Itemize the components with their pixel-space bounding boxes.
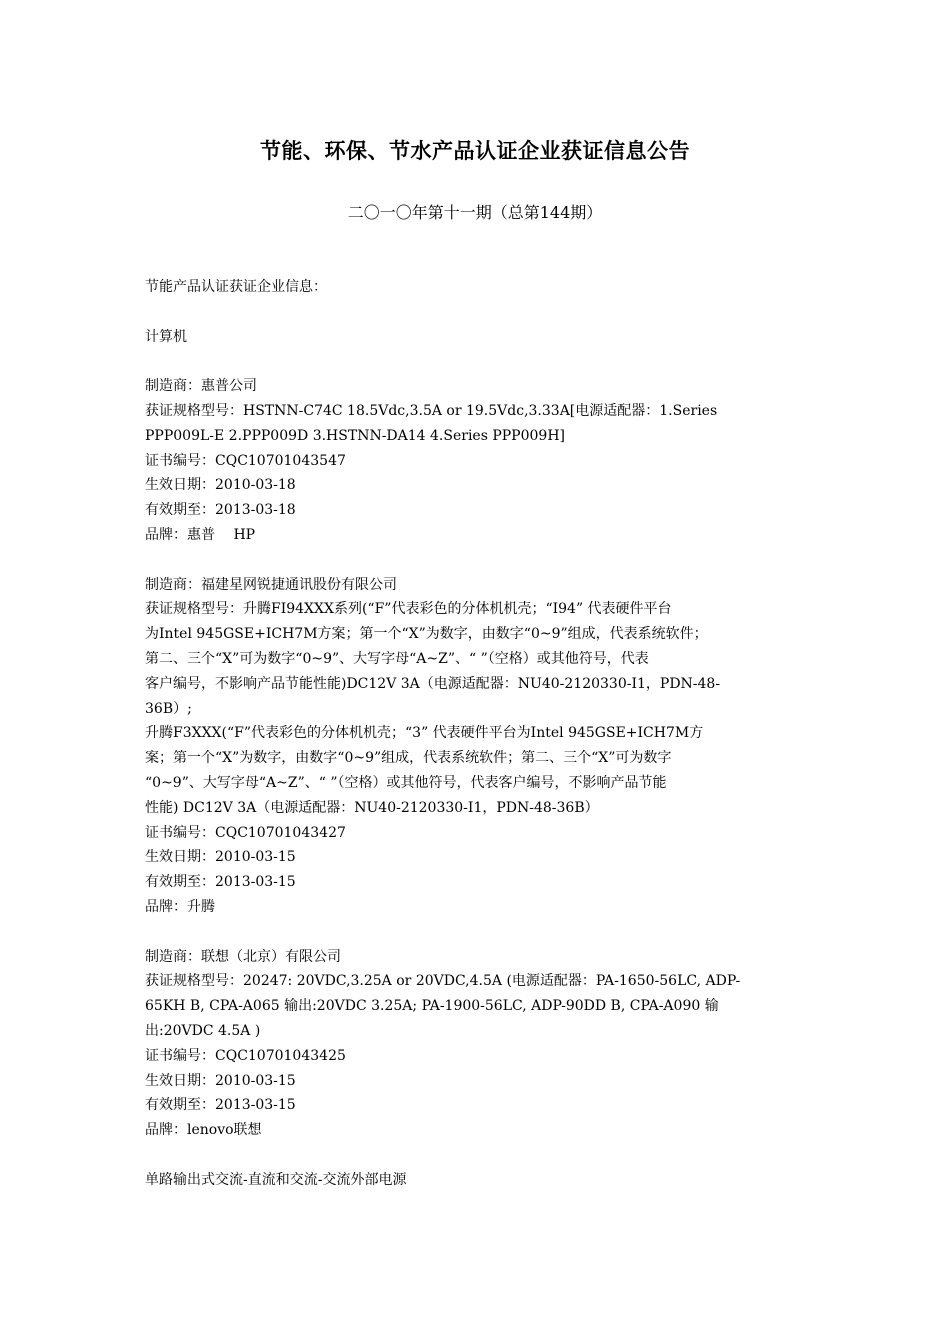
model-line: 案；第一个“X”为数字，由数字“0~9”组成，代表系统软件；第二、三个“X”可为数字 (145, 750, 672, 767)
certificate-number: 证书编号：CQC10701043427 (145, 824, 346, 841)
effective-date: 生效日期：2010-03-15 (145, 1072, 296, 1089)
model-line: 客户编号，不影响产品节能性能)DC12V 3A（电源适配器：NU40-2120330-I1，PDN-48- (145, 675, 721, 692)
model-line: 升腾F3XXX(“F”代表彩色的分体机机壳；“3” 代表硬件平台为Intel 945GSE+ICH7M方 (145, 725, 704, 742)
document-body (145, 275, 810, 1192)
model-line: 为Intel 945GSE+ICH7M方案；第一个“X”为数字，由数字“0~9”组成，代表系统软件； (145, 626, 708, 643)
spacer (145, 1143, 810, 1168)
section-heading: 节能产品认证获证企业信息： (145, 279, 327, 295)
model-line: 获证规格型号：升腾FI94XXX系列(“F”代表彩色的分体机机壳；“I94” 代表硬件平台 (145, 601, 672, 618)
brand: 品牌：升腾 (145, 898, 215, 915)
issue-number: 二〇一〇年第十一期（总第144期） (347, 203, 603, 222)
model-line: 性能) DC12V 3A（电源适配器：NU40-2120330-I1，PDN-48-36B） (145, 799, 599, 816)
spacer (145, 300, 810, 325)
valid-until-date: 有效期至：2013-03-18 (145, 502, 296, 519)
manufacturer: 制造商：联想（北京）有限公司 (145, 948, 341, 965)
model-line: 65KH B, CPA-A065 输出:20VDC 3.25A; PA-1900-56LC, ADP-90DD B, CPA-A090 输 (145, 998, 719, 1015)
valid-until-date: 有效期至：2013-03-15 (145, 874, 296, 891)
model-line: 第二、三个“X”可为数字“0~9”、大写字母“A~Z”、“ ”（空格）或其他符号，代表 (145, 650, 649, 667)
model-line: PPP009L-E 2.PPP009D 3.HSTNN-DA14 4.Series PPP009H] (145, 427, 565, 444)
model-line: 出:20VDC 4.5A ) (145, 1022, 261, 1039)
category-heading-computer: 计算机 (145, 328, 187, 345)
certification-entry-lenovo (145, 945, 810, 1143)
model-line: 36B）; (145, 700, 192, 717)
effective-date: 生效日期：2010-03-18 (145, 477, 296, 494)
effective-date: 生效日期：2010-03-15 (145, 849, 296, 866)
page-title: 节能、环保、节水产品认证企业获证信息公告 (260, 138, 690, 163)
brand: 品牌：惠普 HP (145, 526, 256, 543)
brand: 品牌：lenovo联想 (145, 1122, 262, 1139)
valid-until-date: 有效期至：2013-03-15 (145, 1097, 296, 1114)
spacer (145, 349, 810, 374)
manufacturer: 制造商：惠普公司 (145, 378, 257, 395)
model-line: 获证规格型号：20247: 20VDC,3.25A or 20VDC,4.5A (电源适配器：PA-1650-56LC, ADP- (145, 973, 741, 990)
certificate-number: 证书编号：CQC10701043425 (145, 1047, 346, 1064)
model-line: “0~9”、大写字母“A~Z”、“ ”（空格）或其他符号，代表客户编号，不影响产品节能 (145, 774, 667, 791)
spacer (145, 548, 810, 573)
certificate-number: 证书编号：CQC10701043547 (145, 452, 346, 469)
manufacturer: 制造商：福建星网锐捷通讯股份有限公司 (145, 576, 397, 593)
certification-entry-hp (145, 374, 810, 548)
category-heading-power-supply: 单路输出式交流-直流和交流-交流外部电源 (145, 1171, 407, 1188)
spacer (145, 920, 810, 945)
certification-entry-ruijie (145, 573, 810, 920)
model-line: 获证规格型号：HSTNN-C74C 18.5Vdc,3.5A or 19.5Vdc,3.33A[电源适配器：1.Series (145, 402, 718, 419)
